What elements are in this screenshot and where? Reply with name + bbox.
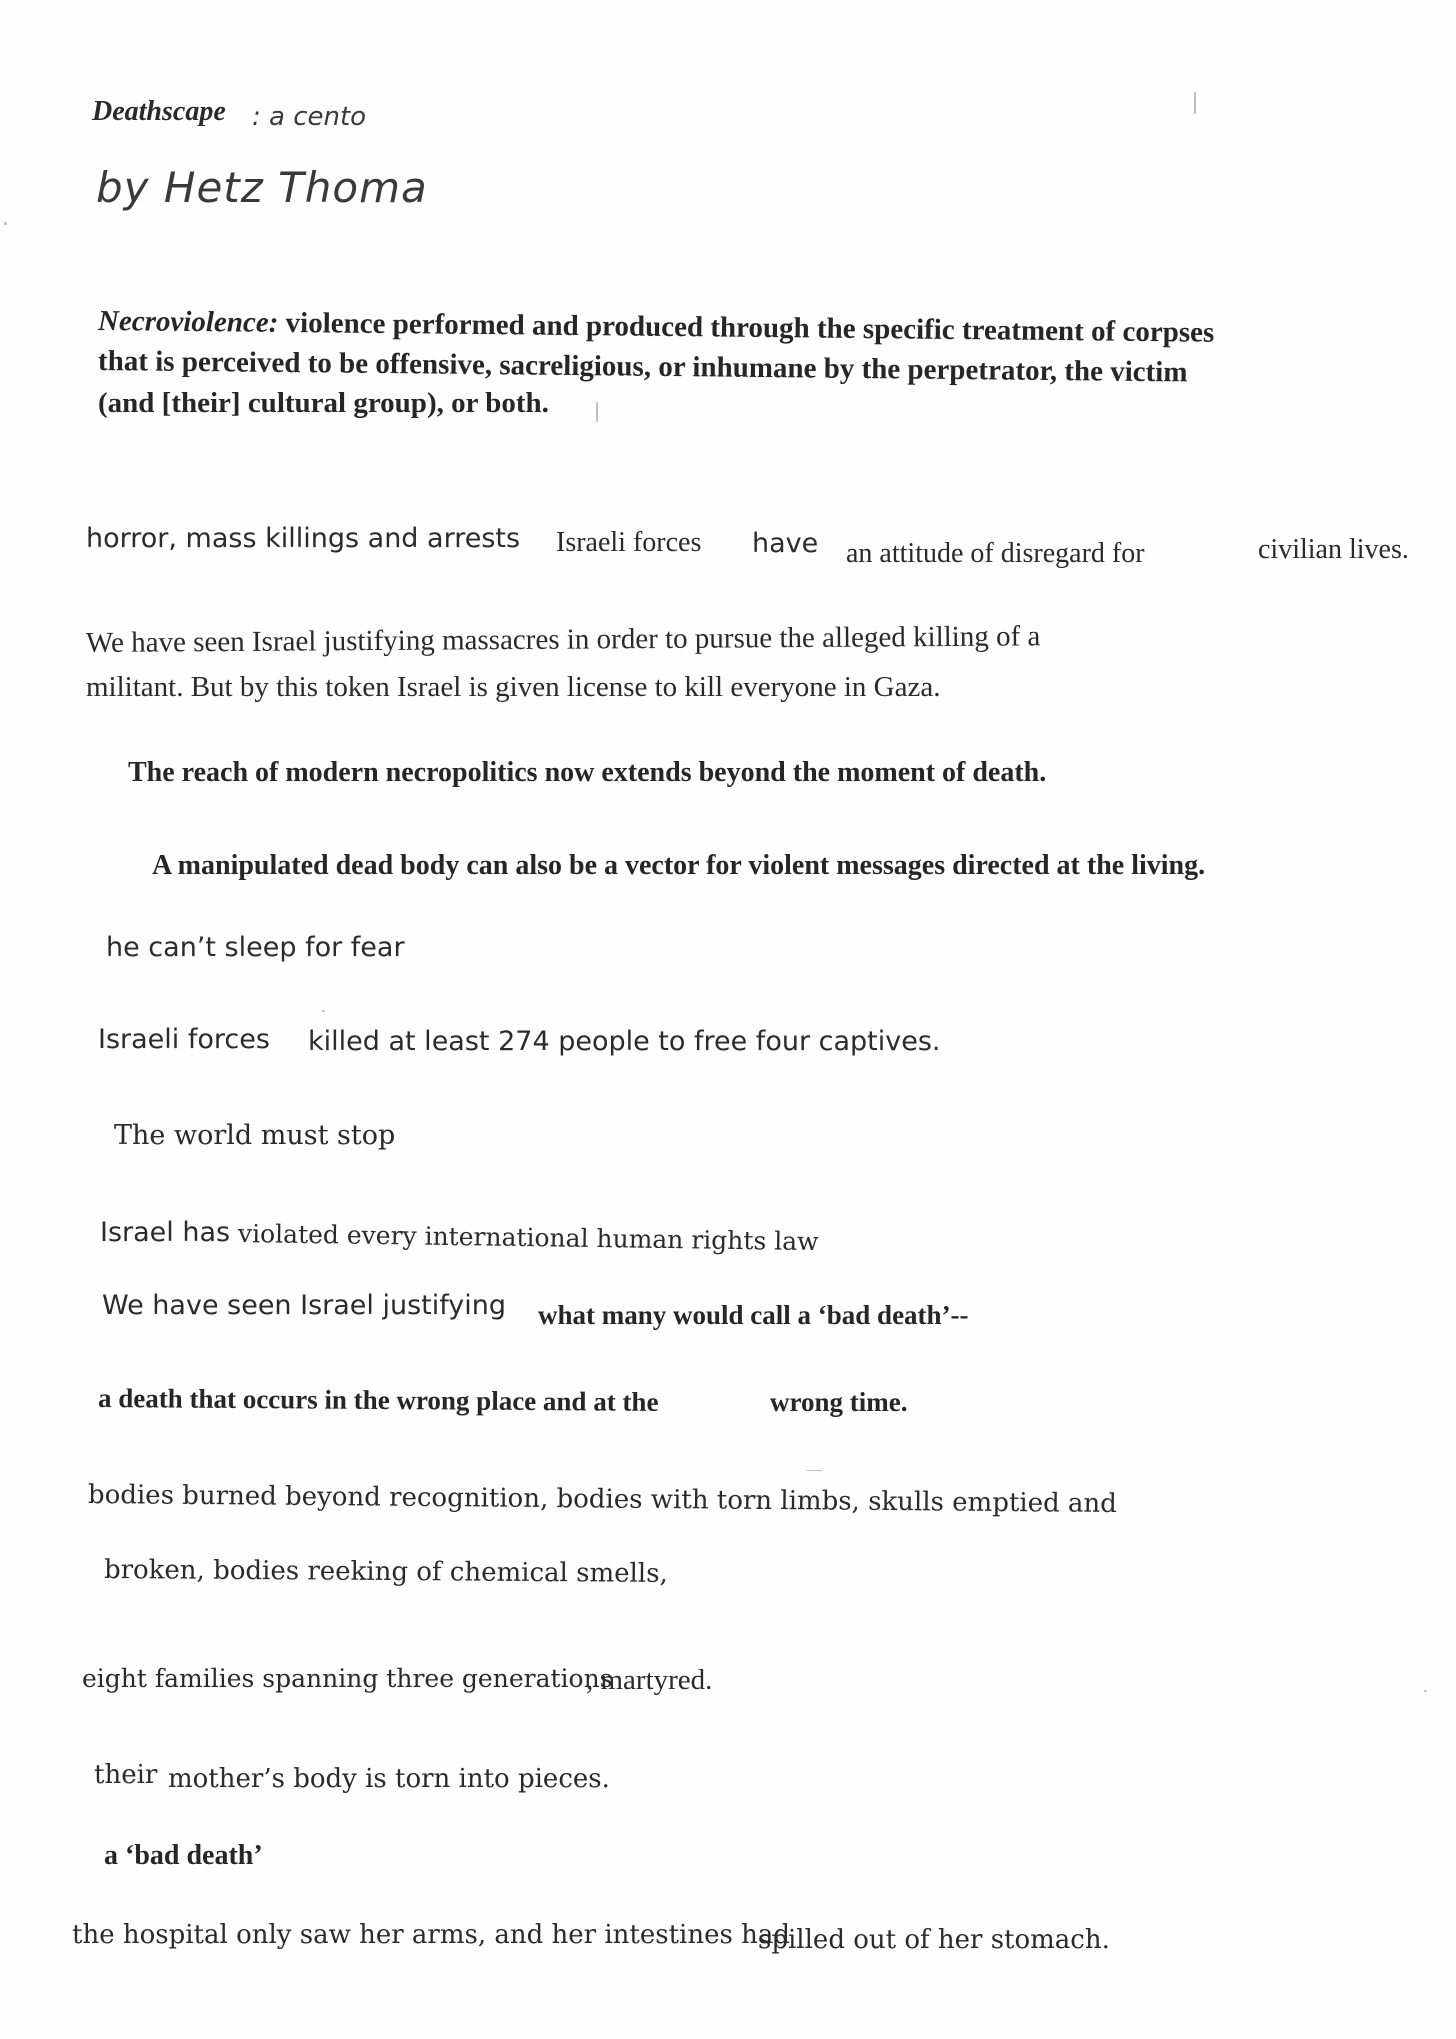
poem-line-9b: what many would call a ‘bad death’-- bbox=[538, 1300, 969, 1330]
poem-line-8b: violated every international human rights law bbox=[237, 1219, 819, 1257]
definition-line-3: (and [their] cultural group), or both. bbox=[98, 387, 549, 419]
poem-line-11: bodies burned beyond recognition, bodies with torn limbs, skulls emptied and bbox=[87, 1480, 1117, 1519]
definition-line-2: that is perceived to be offensive, sacreligious, or inhumane by the perpetrator, the victim bbox=[97, 345, 1188, 389]
poem-line-1d: an attitude of disregard for bbox=[846, 538, 1145, 569]
handwritten-subtitle: : a cento bbox=[252, 102, 367, 132]
scan-speck bbox=[322, 1010, 325, 1012]
scan-speck bbox=[4, 222, 7, 225]
poem-line-16b: spilled out of her stomach. bbox=[758, 1925, 1110, 1955]
poem-line-3: The reach of modern necropolitics now extends beyond the moment of death. bbox=[128, 757, 1047, 788]
poem-line-1a: horror, mass killings and arrests bbox=[86, 523, 521, 554]
poem-line-1c: have bbox=[752, 528, 819, 559]
poem-line-13b: , martyred. bbox=[586, 1664, 713, 1696]
poem-line-2b: militant. But by this token Israel is given license to kill everyone in Gaza. bbox=[86, 671, 941, 703]
scan-speck bbox=[1194, 92, 1196, 114]
poem-line-15: a ‘bad death’ bbox=[104, 1840, 263, 1871]
definition-line-1 bbox=[98, 305, 1215, 350]
poem-title: Deathscape bbox=[92, 96, 226, 127]
poem-line-1e: civilian lives. bbox=[1258, 534, 1409, 565]
scan-speck bbox=[806, 1470, 822, 1471]
poem-line-16a: the hospital only saw her arms, and her intestines had bbox=[72, 1920, 790, 1950]
poem-line-14a: their bbox=[94, 1760, 158, 1790]
handwritten-byline: by Hetz Thoma bbox=[96, 163, 428, 212]
poem-line-6b: killed at least 274 people to free four captives. bbox=[308, 1026, 941, 1057]
poem-line-1b: Israeli forces bbox=[556, 527, 702, 558]
poem-line-10b: wrong time. bbox=[770, 1387, 908, 1417]
scan-speck bbox=[1424, 1690, 1427, 1692]
poem-line-9a: We have seen Israel justifying bbox=[102, 1290, 507, 1321]
poem-line-2a: We have seen Israel justifying massacres in order to pursue the alleged killing of a bbox=[85, 620, 1041, 659]
poem-line-7: The world must stop bbox=[114, 1120, 396, 1151]
poem-line-14b: mother’s body is torn into pieces. bbox=[168, 1764, 610, 1794]
definition-term: Necroviolence: bbox=[97, 305, 279, 339]
scan-speck bbox=[596, 402, 598, 422]
poem-line-6a: Israeli forces bbox=[98, 1024, 270, 1055]
definition-text-1: violence performed and produced through the specific treatment of corpses bbox=[285, 306, 1215, 349]
poem-line-13a: eight families spanning three generations bbox=[82, 1664, 613, 1693]
poem-line-5: he can’t sleep for fear bbox=[106, 932, 405, 963]
poem-line-12: broken, bodies reeking of chemical smells, bbox=[103, 1555, 668, 1589]
poem-line-10a: a death that occurs in the wrong place and at the bbox=[97, 1383, 659, 1417]
poem-line-4: A manipulated dead body can also be a vector for violent messages directed at the living. bbox=[152, 850, 1206, 881]
poem-line-8a: Israel has bbox=[100, 1217, 231, 1248]
